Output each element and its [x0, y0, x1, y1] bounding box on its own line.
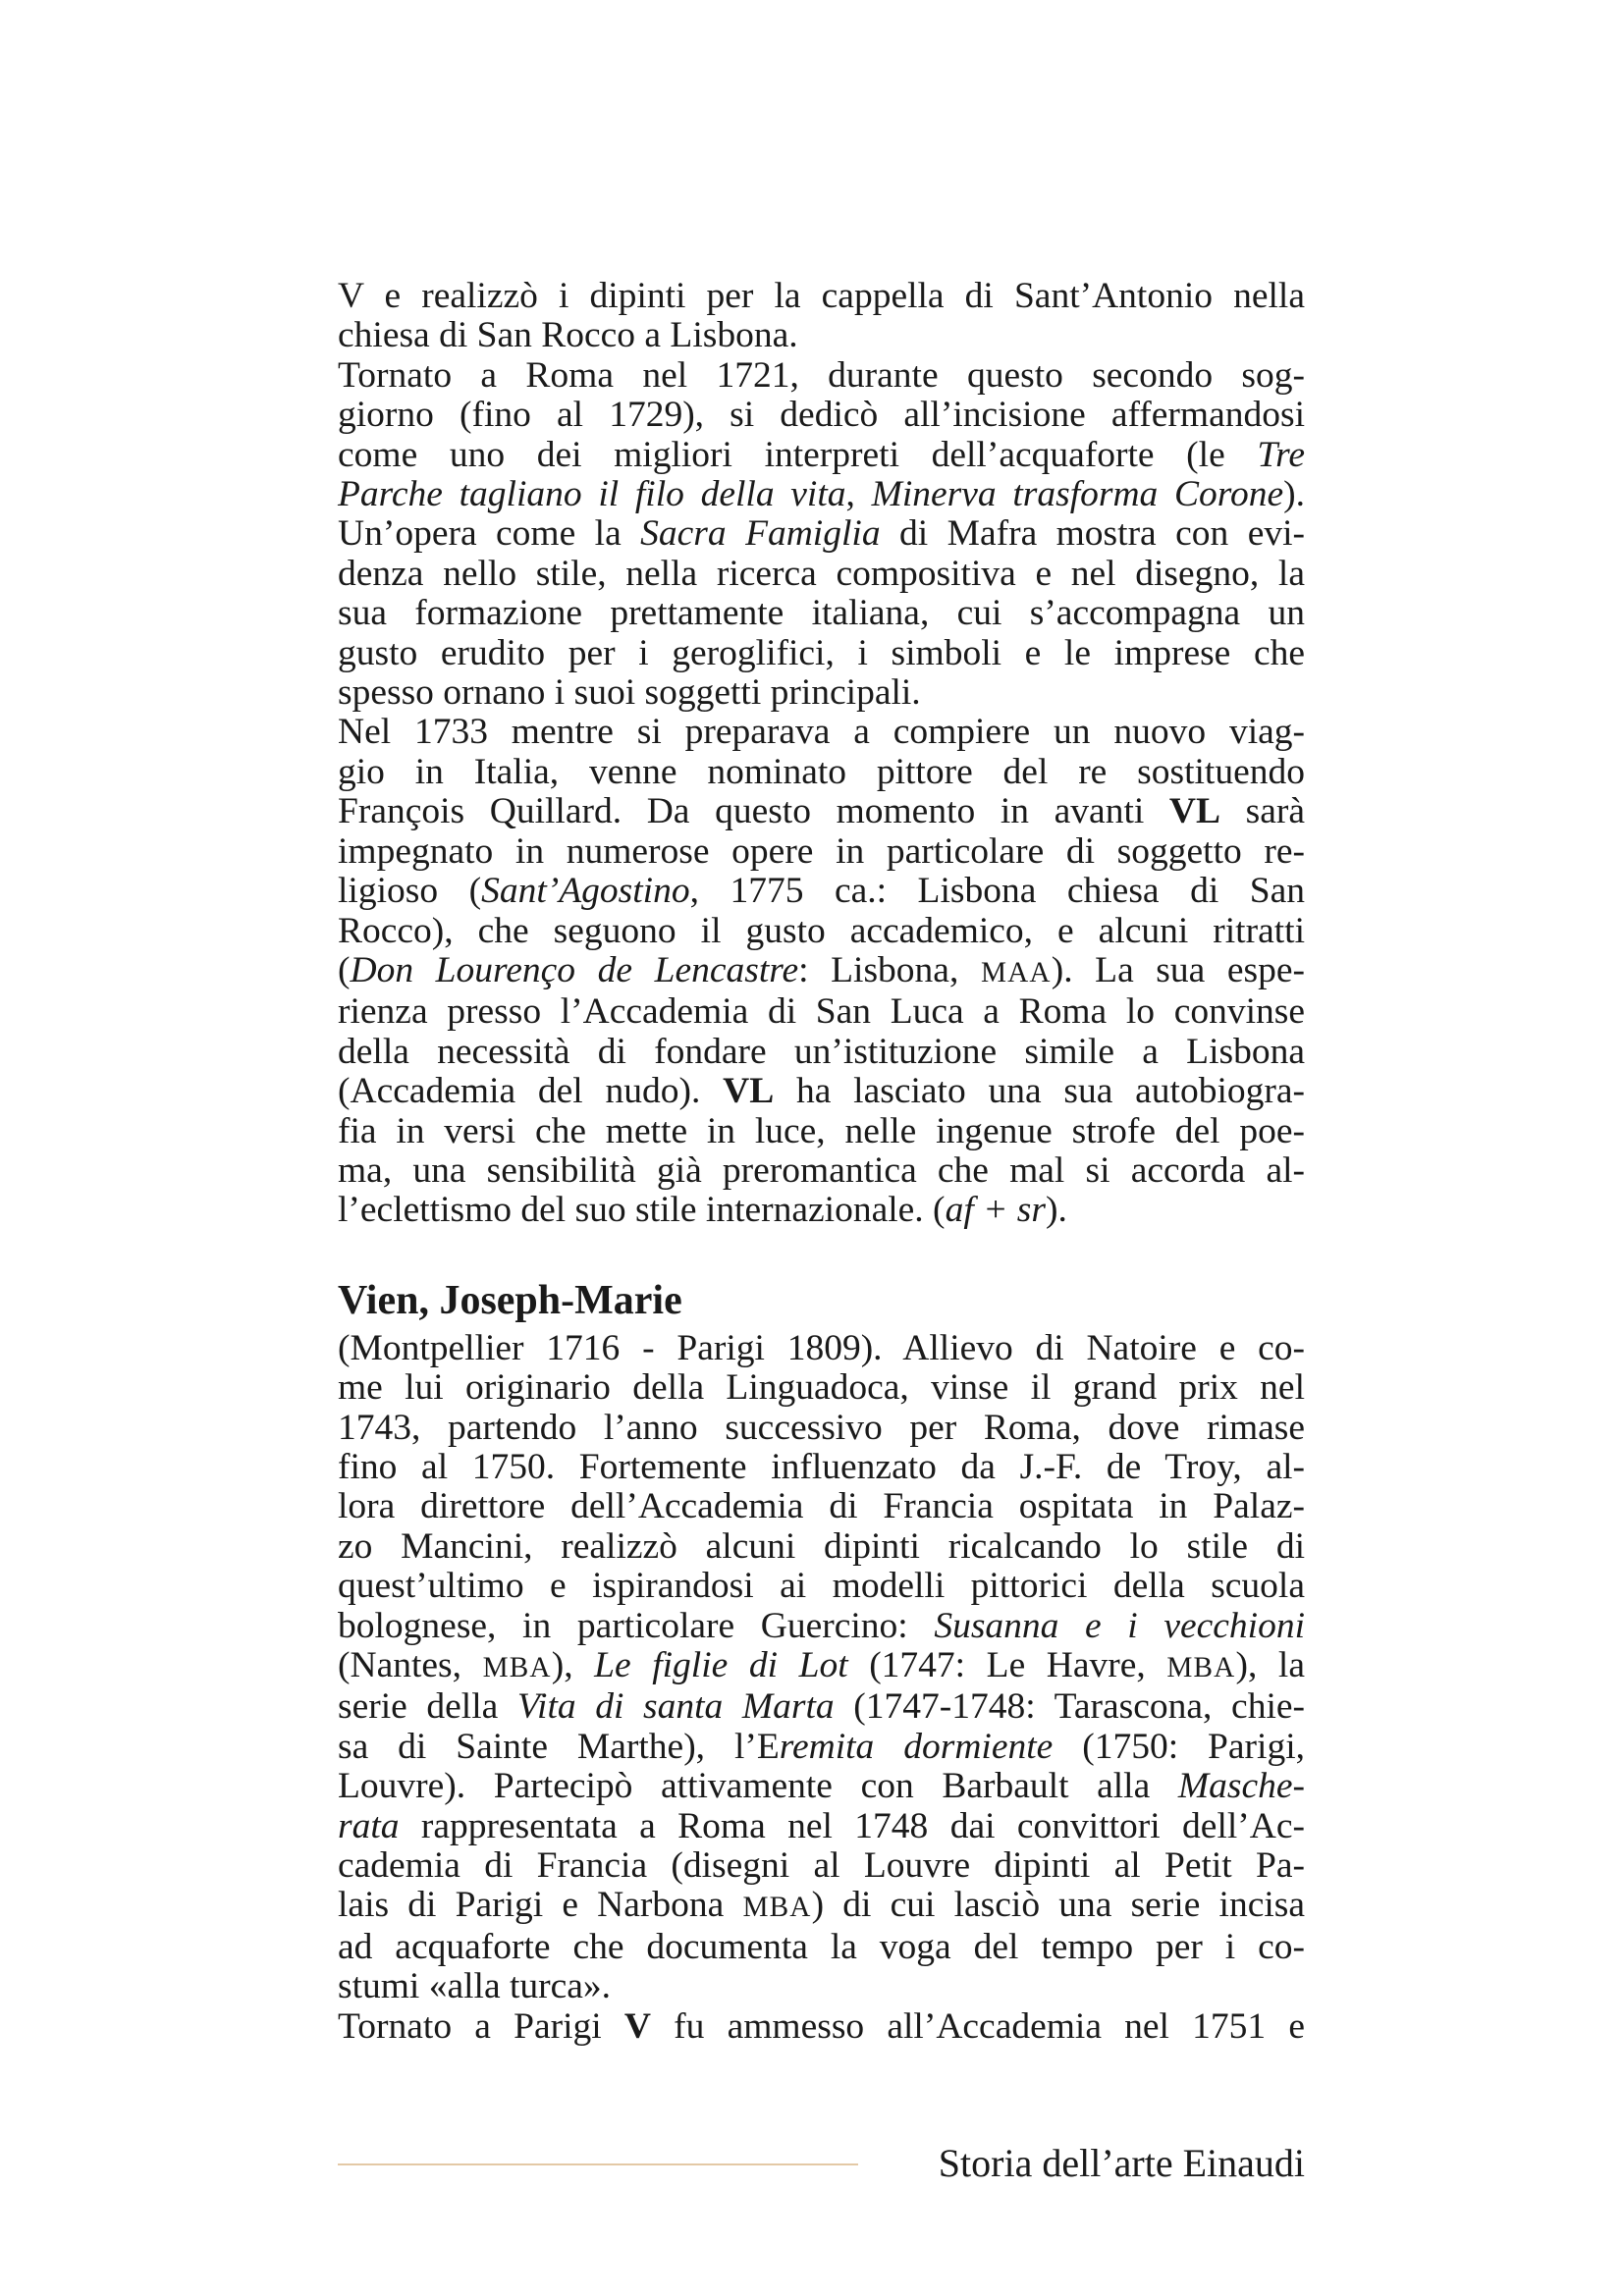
text-line: sa di Sainte Marthe), l’Eremita dormiente (1750: Parigi, — [338, 1726, 1305, 1767]
text-line: fia in versi che mette in luce, nelle ingenue strofe del poe- — [338, 1110, 1305, 1151]
text-line: (Don Lourenço de Lencastre: Lisbona, MAA). La sua espe- — [338, 949, 1306, 990]
text-line: quest’ultimo e ispirandosi ai modelli pittorici della scuola — [338, 1566, 1305, 1607]
text-line: Tornato a Parigi V fu ammesso all’Accademia nel 1751 e — [338, 2005, 1305, 2047]
text-line: Tornato a Roma nel 1721, durante questo secondo sog- — [338, 354, 1305, 396]
text-line: della necessità di fondare un’istituzione simile a Lisbona — [338, 1031, 1305, 1072]
text-line: (Accademia del nudo). VL ha lasciato una sua autobiogra- — [338, 1071, 1305, 1112]
text-line: (Nantes, MBA), Le figlie di Lot (1747: Le Havre, MBA), la — [338, 1645, 1305, 1685]
text-line: chiesa di San Rocco a Lisbona. — [338, 315, 798, 356]
text-line: Rocco), che seguono il gusto accademico, e alcuni ritratti — [338, 910, 1305, 951]
text-line: gio in Italia, venne nominato pittore del re sostituendo — [338, 751, 1305, 792]
text-line: gusto erudito per i geroglifici, i simboli e le imprese che — [338, 632, 1305, 673]
text-line: giorno (fino al 1729), si dedicò all’incisione affermandosi — [338, 395, 1305, 436]
text-line: impegnato in numerose opere in particolare di soggetto re- — [338, 830, 1305, 872]
text-line: rata rappresentata a Roma nel 1748 dai convittori dell’Ac- — [338, 1805, 1305, 1846]
text-line: fino al 1750. Fortemente influenzato da J.-F. de Troy, al- — [338, 1446, 1305, 1487]
text-line: V e realizzò i dipinti per la cappella di Sant’Antonio nella — [338, 276, 1305, 316]
text-line: 1743, partendo l’anno successivo per Roma, dove rimase — [338, 1407, 1305, 1448]
text-line: ma, una sensibilità già preromantica che mal si accorda al- — [338, 1149, 1305, 1191]
text-line: l’eclettismo del suo stile internazionale. (af + sr). — [338, 1190, 1067, 1231]
text-line: Nel 1733 mentre si preparava a compiere un nuovo viag- — [338, 712, 1305, 753]
text-line: François Quillard. Da questo momento in avanti VL sarà — [338, 791, 1305, 832]
text-line: Louvre). Partecipò attivamente con Barbault alla Masche- — [338, 1766, 1305, 1807]
text-line: lora direttore dell’Accademia di Francia ospitata in Palaz- — [338, 1486, 1305, 1527]
text-line: spesso ornano i suoi soggetti principali. — [338, 672, 921, 714]
text-line: Parche tagliano il filo della vita, Minerva trasforma Corone). — [338, 474, 1305, 515]
text-line: come uno dei migliori interpreti dell’acquaforte (le Tre — [338, 434, 1305, 475]
text-line: denza nello stile, nella ricerca compositiva e nel disegno, la — [338, 553, 1305, 594]
footer-title: Storia dell’arte Einaudi — [938, 2141, 1305, 2185]
text-line: stumi «alla turca». — [338, 1966, 612, 2007]
text-line: sua formazione prettamente italiana, cui s’accompagna un — [338, 593, 1305, 634]
body-text — [338, 277, 1305, 2047]
text-line: (Montpellier 1716 - Parigi 1809). Allievo di Natoire e co- — [338, 1327, 1305, 1368]
text-line: cademia di Francia (disegni al Louvre dipinti al Petit Pa- — [338, 1845, 1305, 1887]
text-line: rienza presso l’Accademia di San Luca a Roma lo convinse — [338, 991, 1305, 1033]
text-line: me lui originario della Linguadoca, vinse il grand prix nel — [338, 1367, 1305, 1409]
text-line: ad acquaforte che documenta la voga del tempo per i co- — [338, 1926, 1305, 1967]
text-line: zo Mancini, realizzò alcuni dipinti ricalcando lo stile di — [338, 1525, 1305, 1567]
text-line: ligioso (Sant’Agostino, 1775 ca.: Lisbona chiesa di San — [338, 871, 1305, 912]
text-line: serie della Vita di santa Marta (1747-1748: Tarascona, chie- — [338, 1686, 1305, 1728]
entry-heading: Vien, Joseph-Marie — [338, 1277, 682, 1323]
text-line: Un’opera come la Sacra Famiglia di Mafra mostra con evi- — [338, 513, 1305, 555]
footer-rule — [338, 2163, 858, 2165]
text-line: bolognese, in particolare Guercino: Susanna e i vecchioni — [338, 1605, 1305, 1646]
text-line: lais di Parigi e Narbona MBA) di cui lasciò una serie incisa — [338, 1885, 1305, 1926]
